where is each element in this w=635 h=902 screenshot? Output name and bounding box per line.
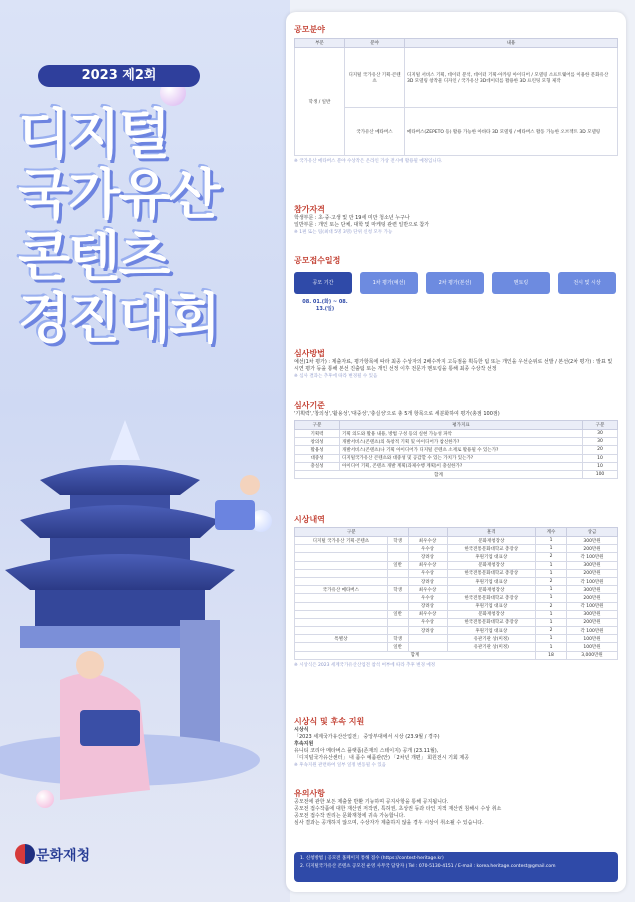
criteria-score: 30: [583, 430, 618, 438]
support-line: 「2023 세계국가유산산업전」 중앙부대에서 시상 (23.9월 / 경주): [294, 734, 440, 740]
field-cell: 디지털 국가유산 기획·콘텐츠: [345, 48, 405, 108]
award-prize: 200만원: [567, 545, 618, 553]
award-group: 디지털 국가유산 기획·콘텐츠: [295, 537, 388, 545]
awards-section: [294, 514, 618, 668]
award-total-row: [295, 651, 618, 659]
award-row: [295, 618, 618, 626]
criteria-desc: 아이디어 기획, 콘텐츠 개발 계획(과제수행 계획)이 충실한가?: [340, 462, 583, 470]
section-title: 공모접수일정: [294, 256, 341, 265]
col-header: 분야: [345, 39, 405, 48]
award-count: 1: [536, 569, 567, 577]
award-count: 1: [536, 635, 567, 643]
palace-illustration: [0, 420, 290, 900]
award-subgroup: 학생: [387, 537, 408, 545]
section-title: 참가자격: [294, 205, 325, 214]
award-name: 유관기관 상(미정): [447, 635, 536, 643]
award-name: 후원기업 대표상: [447, 553, 536, 561]
award-name: 문화재청장상: [447, 537, 536, 545]
col-header: 계수: [536, 528, 567, 537]
award-rank: 최우수상: [408, 610, 447, 618]
award-rank: 우수상: [408, 594, 447, 602]
eligibility-line: 학생부문 : 초·중·고생 및 만 19세 미만 청소년 누구나: [294, 215, 410, 221]
section-title: 유의사항: [294, 789, 325, 798]
award-name: 후원기업 대표상: [447, 627, 536, 635]
schedule-step: 공모 기간: [294, 272, 352, 294]
award-name: 한국전통문화대학교 총장상: [447, 594, 536, 602]
award-group: [295, 553, 388, 561]
hero-panel: [0, 0, 290, 902]
support-line: 유니티 코리아 메타버스 플랫폼(존재의 스테이지) 공개 (23.11월),: [294, 748, 439, 754]
award-total-label: 합계: [295, 651, 536, 659]
criteria-intro: '기획력','창의성','활용성','대중성','충실성'으로 총 5개 항목으로 세분화하여 평가(총점 100점): [294, 411, 500, 417]
field-cell: 국가유산 메타버스: [345, 108, 405, 156]
award-group: [295, 602, 388, 610]
title-line-4: 경진대회: [18, 287, 219, 350]
award-subgroup: 일반: [387, 643, 408, 651]
award-subgroup: [387, 618, 408, 626]
award-subgroup: [387, 627, 408, 635]
award-rank: 최우수상: [408, 537, 447, 545]
taegeuk-logo-icon: [15, 844, 35, 864]
award-group: [295, 594, 388, 602]
support-line: 시상식: [294, 727, 309, 733]
criteria-score: 20: [583, 446, 618, 454]
section-title: 심사기준: [294, 401, 325, 410]
award-rank: 우수상: [408, 545, 447, 553]
award-rank: [408, 643, 447, 651]
col-header: 상금: [567, 528, 618, 537]
schedule-section: [294, 255, 618, 340]
award-subgroup: [387, 569, 408, 577]
content-cell: 메타버스(ZEPETO 등) 활용 가능한 아바타 3D 모델링 / 메타버스 활동 가능한 오브젝트 3D 모델링: [405, 108, 618, 156]
award-name: 후원기업 대표상: [447, 577, 536, 585]
criteria-key: 기획력: [295, 430, 340, 438]
award-prize: 각 100만원: [567, 602, 618, 610]
title-line-2: 국가유산: [18, 163, 219, 226]
award-count: 1: [536, 586, 567, 594]
award-count: 2: [536, 602, 567, 610]
award-count: 1: [536, 594, 567, 602]
fields-section: [294, 24, 618, 164]
award-group: [295, 577, 388, 585]
award-count: 1: [536, 537, 567, 545]
award-name: 한국전통문화대학교 총장상: [447, 569, 536, 577]
section-title: 시상내역: [294, 515, 325, 524]
award-prize: 300만원: [567, 561, 618, 569]
award-prize: 300만원: [567, 610, 618, 618]
criteria-desc: 개발서비스(콘텐츠)나 기획 아이디어가 디지털 콘텐츠 소재로 활용될 수 있는가?: [340, 446, 583, 454]
award-row: [295, 561, 618, 569]
schedule-step: 멘토링: [492, 272, 550, 294]
award-group: [295, 561, 388, 569]
award-row: [295, 537, 618, 545]
caution-line: 공모전 접수작 권리는 문화재청에 귀속 가능합니다.: [294, 813, 405, 819]
criteria-score: 10: [583, 462, 618, 470]
col-header: 평가지표: [340, 421, 583, 430]
criteria-key: 충실성: [295, 462, 340, 470]
award-name: 후원기업 대표상: [447, 602, 536, 610]
award-row: [295, 635, 618, 643]
award-group: 국가유산 메타버스: [295, 586, 388, 594]
awards-note: ※ 시상식은 2023 세계국가유산산업전 참석 여부에 따라 추후 변경 예정: [294, 662, 436, 668]
award-group: [295, 618, 388, 626]
criteria-key: 창의성: [295, 438, 340, 446]
award-group: [295, 627, 388, 635]
award-count: 1: [536, 643, 567, 651]
award-name: 유관기관 상(미정): [447, 643, 536, 651]
award-subgroup: [387, 594, 408, 602]
award-count: 1: [536, 618, 567, 626]
award-row: [295, 627, 618, 635]
award-row: [295, 545, 618, 553]
col-header: 내용: [405, 39, 618, 48]
award-rank: [408, 635, 447, 643]
criteria-score: 10: [583, 454, 618, 462]
award-group: [295, 643, 388, 651]
award-prize: 각 100만원: [567, 577, 618, 585]
support-section: [294, 716, 618, 768]
support-note: ※ 후속지원 관련하여 일부 일정 변동될 수 있음: [294, 763, 387, 768]
info-panel: [286, 12, 626, 892]
col-header: 구분: [583, 421, 618, 430]
schedule-period: 08. 01.(화) ~ 08. 13.(일): [302, 299, 348, 312]
award-prize: 100만원: [567, 635, 618, 643]
award-row: [295, 553, 618, 561]
award-subgroup: [387, 545, 408, 553]
edition-badge: 2023 제2회: [38, 65, 200, 87]
contact-footer: [294, 852, 618, 882]
col-header: 구분: [295, 421, 340, 430]
content-cell: 디지털 서비스 기획, 데이터 분석, 데이터 기획·아카링 아이디어 / 모델링 소프트웨어를 이용한 문화유산 3D 모델링 창작물 디자인 / 국가유산 3D데이터를 활용한 3D 프린팅 모형 제작: [405, 48, 618, 108]
award-subgroup: [387, 553, 408, 561]
award-subgroup: 학생: [387, 586, 408, 594]
eligibility-section: [294, 204, 618, 235]
caution-line: 공모전에 관한 보든 제출물 반환 기능하며 공지사항을 통해 공지됩니다.: [294, 799, 449, 805]
award-rank: 최우수상: [408, 561, 447, 569]
award-count: 1: [536, 545, 567, 553]
caution-line: 공모전 접수작품에 대한 재산권 저작권, 특허권, 초상권 등과 타인 지적 재산권 침해시 수상 취소: [294, 806, 502, 812]
award-group: [295, 569, 388, 577]
section-title: 심사방법: [294, 349, 325, 358]
award-name: 문화재청장상: [447, 610, 536, 618]
award-prize: 200만원: [567, 618, 618, 626]
col-header: 구분: [295, 528, 409, 537]
award-prize: 300만원: [567, 537, 618, 545]
award-prize: 200만원: [567, 594, 618, 602]
support-line: 「디지털국가유산센터」 내 품수 예품관(안) 「2차년 개편」 회원전시 기회 제공: [294, 755, 470, 761]
award-row: [295, 586, 618, 594]
criteria-total-label: 합계: [295, 470, 583, 478]
awards-table: [294, 527, 618, 660]
eligibility-note: ※ 1편 또는 팀(최대 5명 3명) 단위 신청 모두 가능: [294, 230, 393, 235]
award-rank: 장려상: [408, 627, 447, 635]
criteria-section: [294, 400, 618, 479]
award-rank: 장려상: [408, 553, 447, 561]
award-prize: 300만원: [567, 586, 618, 594]
award-subgroup: 일반: [387, 610, 408, 618]
award-prize: 각 100만원: [567, 553, 618, 561]
award-count: 1: [536, 610, 567, 618]
award-subgroup: [387, 577, 408, 585]
award-row: [295, 610, 618, 618]
eligibility-line: 일반부문 : 개인 또는 단체, 대학 및 마케팅 관련 일반으로 참가: [294, 222, 430, 228]
award-prize: 200만원: [567, 569, 618, 577]
award-total-prize: 3,000만원: [567, 651, 618, 659]
award-count: 2: [536, 627, 567, 635]
support-line: 후속지원: [294, 741, 314, 747]
award-count: 2: [536, 577, 567, 585]
org-logo-text: 문화재청: [36, 848, 91, 864]
award-row: [295, 602, 618, 610]
award-group: 특별상: [295, 635, 388, 643]
award-row: [295, 643, 618, 651]
criteria-desc: 디지털국가유산 콘텐츠와 대중성 및 공감할 수 있는 가치가 있는가?: [340, 454, 583, 462]
award-subgroup: 학생: [387, 635, 408, 643]
criteria-key: 대중성: [295, 454, 340, 462]
award-row: [295, 569, 618, 577]
award-prize: 각 100만원: [567, 627, 618, 635]
criteria-desc: 개발서비스(콘텐츠)의 독창적 기획 및 아이디어가 참신한가?: [340, 438, 583, 446]
fields-table: [294, 38, 618, 156]
criteria-key: 활용성: [295, 446, 340, 454]
footer-line: 2. 디지털국가유산 콘텐츠 공모전 운영 사무국 담당자 | Tel : 070-5130-4151 / E-mail : korea.heritage.contest@gmail.com: [300, 864, 556, 869]
criteria-score: 30: [583, 438, 618, 446]
title-line-1: 디지털: [18, 103, 169, 166]
award-rank: 장려상: [408, 602, 447, 610]
col-header: 부문: [295, 39, 345, 48]
caution-section: [294, 788, 618, 827]
criteria-total: 100: [583, 470, 618, 478]
col-header: 훈격: [447, 528, 536, 537]
award-name: 문화재청장상: [447, 586, 536, 594]
judging-note: ※ 심사 결과는 추후에 따라 변경될 수 있음: [294, 374, 378, 379]
award-group: [295, 545, 388, 553]
award-rank: 최우수상: [408, 586, 447, 594]
col-header: [408, 528, 447, 537]
footer-line: 1. 신청방법 | 공모전 홈페이지 통해 접수 (https://contest-heritage.kr): [300, 856, 444, 861]
schedule-step: 전시 및 시상: [558, 272, 616, 294]
award-name: 한국전통문화대학교 총장상: [447, 618, 536, 626]
award-subgroup: 일반: [387, 561, 408, 569]
award-count: 2: [536, 553, 567, 561]
award-row: [295, 594, 618, 602]
award-row: [295, 577, 618, 585]
fields-note: ※ 국가유산 메타버스 분야 수상작은 온라인 가상 전시에 활용될 예정입니다.: [294, 159, 443, 164]
award-rank: 우수상: [408, 569, 447, 577]
award-group: [295, 610, 388, 618]
schedule-step: 2차 평가(본선): [426, 272, 484, 294]
schedule-step: 1차 평가(예선): [360, 272, 418, 294]
criteria-desc: 기획 의도와 활용 내용, 방법 구성 등의 실현 가능성 파악: [340, 430, 583, 438]
award-name: 문화재청장상: [447, 561, 536, 569]
category-cell: 학생 / 일반: [295, 48, 345, 156]
award-prize: 100만원: [567, 643, 618, 651]
award-name: 한국전통문화대학교 총장상: [447, 545, 536, 553]
award-subgroup: [387, 602, 408, 610]
caution-line: 심사 결과는 공개하지 않으며, 수상자가 제출하지 않을 경우 시상이 취소될 수 있습니다.: [294, 820, 484, 826]
award-count: 1: [536, 561, 567, 569]
award-rank: 우수상: [408, 618, 447, 626]
section-title: 공모분야: [294, 25, 325, 34]
criteria-table: [294, 420, 618, 479]
award-total-count: 18: [536, 651, 567, 659]
section-title: 시상식 및 후속 지원: [294, 717, 365, 726]
award-rank: 장려상: [408, 577, 447, 585]
title-line-3: 콘텐츠: [18, 225, 169, 288]
judging-text: 예선(1차 평가) : 제출자료, 평가항목에 따라 최종 수상자의 2배수까지 고득점을 획득한 팀 또는 개인을 우선순위로 선발 / 본선(2차 평가) : 발표 및 시연 평가 등을 통해 본선 진출팀 또는 개인 선정 이후 전문가 멘토링을 통해 최종 수상작 선정: [294, 359, 613, 372]
judging-section: [294, 348, 618, 379]
